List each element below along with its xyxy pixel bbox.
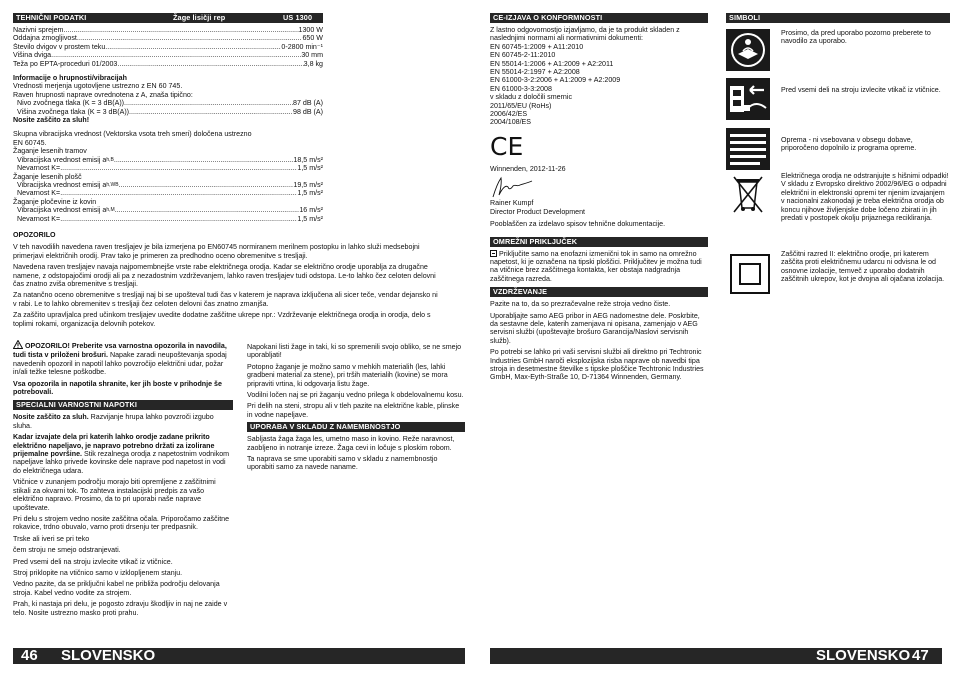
standard-item: EN 55014-2:1997 + A2:2008	[490, 68, 580, 77]
vibration-group-title: Žaganje lesenih tramov	[13, 147, 87, 156]
noise-row-leader	[129, 108, 293, 116]
symbol-class-ii	[726, 250, 950, 298]
vibration-row-subscript: h,B	[106, 156, 114, 163]
standards-list	[490, 43, 708, 127]
maintenance-paragraph: Uporabljajte samo AEG pribor in AEG nadomestne dele. Poskrbite, da sestavne dele, katerih zamenjava ni opisana, zamenjajo v AEG servisni službi (upoštevajte brošuro Garancija/Naslovi servisnih služb).	[490, 311, 700, 345]
symbols-header: SIMBOLI	[726, 13, 950, 23]
spec-row-label: Teža po EPTA-proceduri 01/2003	[13, 59, 118, 68]
spec-row-leader	[77, 34, 303, 42]
safety-item-hidden-wiring	[13, 433, 233, 475]
unplug-icon	[726, 78, 770, 120]
standard-item: EN 60745-1:2009 + A11:2010	[490, 42, 584, 51]
warning-triangle-icon	[13, 340, 23, 351]
vibration-group-title: Žaganje lesenih plošč	[13, 172, 82, 181]
ac-plug-icon	[490, 250, 497, 257]
general-warning-text: Napake zaradi neupoštevanja spodaj navedenih opozoril in napotil lahko povzročijo električni udar, požar in/ali težke telesne poškodbe.	[13, 351, 227, 377]
safety-paragraph: Pri delih na steni, stropu ali v tleh pazite na električne kable, plinske in vodne napeljave.	[247, 402, 460, 419]
safety-paragraph: Prah, ki nastaja pri delu, je pogosto zdravju škodljiv in naj ne zaide v telo. Nosite ustrezno masko proti prahu.	[13, 600, 228, 617]
safety-paragraph: Vtičnice v zunanjem področju morajo biti opremljene z zaščitnimi stikali za okvarni tok. To zahteva instalacijski predpis za vašo električno napravo. Prosimo, da to pri uporabi naše naprave upoštevate.	[13, 478, 216, 512]
tech-header-model: US 1300 XE	[283, 13, 313, 32]
left-footer	[13, 648, 465, 664]
vibration-row-value: 1,5 m/s²	[297, 164, 323, 173]
standard-item: v skladu z določili smernic	[490, 93, 573, 102]
noise-row	[13, 99, 323, 107]
vibration-row-label: Nevarnost K=	[17, 164, 61, 173]
noise-row-label: Višina zvočnega tlaka (K = 3 dB(A))	[17, 107, 130, 116]
vibration-list	[13, 147, 323, 223]
spec-row-leader	[105, 43, 281, 51]
standard-item: 2011/65/EU (RoHs)	[490, 101, 552, 110]
noise-intro-2: Raven hrupnosti naprave ovrednotena z A, znaša tipično:	[13, 90, 193, 99]
standard-item: 2006/42/ES	[490, 110, 528, 119]
vibration-row-leader	[119, 181, 294, 189]
vibration-row	[13, 164, 323, 172]
standard-item: EN 61000-3-3:2008	[490, 84, 552, 93]
spec-row	[13, 60, 323, 68]
safety-paragraph: Napokani listi žage in taki, ki so spremenili svojo obliko, se ne smejo uporabljati!	[247, 343, 462, 360]
standard-item: EN 60745-2-11:2010	[490, 51, 556, 60]
noise-row-leader	[124, 99, 293, 107]
vibration-row-subscript: h,WB	[106, 181, 119, 188]
spec-list	[13, 26, 323, 68]
language-label-left: SLOVENSKO	[61, 647, 156, 664]
vibration-row-value: 16 m/s²	[299, 206, 323, 215]
symbol-accessory	[726, 128, 950, 170]
safety-paragraph: Vedno pazite, da se priključni kabel ne približa področju delovanja stroja. Kabel vedno vodite za strojem.	[13, 580, 220, 597]
mains-text: Priključite samo na enofazni izmenični tok in samo na omrežno napetost, ki je označena na tipski ploščici. Priključitev je možna tudi na vtičnice brez zaščitnega kontakta, ker obstaja nadgradnja zaščitnega razreda.	[490, 249, 702, 283]
signature-icon	[490, 175, 708, 199]
vibration-row	[13, 215, 323, 223]
general-warning	[13, 340, 233, 377]
vibration-row	[13, 181, 323, 189]
spec-row-value: 30 mm	[301, 51, 323, 60]
vibration-row-label: Vibracijska vrednost emisij a	[17, 206, 107, 215]
usage-paragraph: Sabljasta žaga žaga les, umetno maso in kovino. Reže naravnost, zaobljeno in notranje izreze. Žaga cevi in ločuje s ploskim robom.	[247, 435, 455, 452]
noise-intro: Vrednosti merjenja ugotovljene ustrezno z EN 60 745.	[13, 82, 183, 91]
noise-list	[13, 99, 323, 116]
page-number-right: 47	[912, 647, 929, 664]
signer-role: Director Product Development	[490, 207, 586, 216]
vibration-row	[13, 156, 323, 164]
symbol-read-manual	[726, 29, 950, 71]
symbol-accessory-text: Oprema - ni vsebovana v obsegu dobave, priporočeno dopolnilo iz programa opreme.	[781, 136, 917, 153]
safety-item-hidden-wiring-bold: Kadar izvajate dela pri katerih lahko orodje zadane prikrito električno napeljavo, je napravo potrebno držati za izolirane prijemalne površine.	[13, 433, 215, 459]
ce-column	[490, 13, 708, 385]
ear-protection-note: Nosite zaščito za sluh!	[13, 116, 90, 125]
spec-row	[13, 51, 323, 59]
noise-title: Informacije o hrupnosti/vibracijah	[13, 74, 127, 83]
page-number-left: 46	[21, 647, 38, 664]
maintenance-paragraph: Pazite na to, da so prezračevalne reže stroja vedno čiste.	[490, 300, 671, 309]
mains-header: OMREŽNI PRIKLJUČEK	[490, 237, 708, 247]
symbol-weee-text: Električnega orodja ne odstranjujte s hišnimi odpadki! V skladu z Evropsko direktivo 2002/96/EG o odpadni električni in elektronski opremi ter njenim izvajanjem v nacionalni zakonodaji je treba električna orodja ob koncu njihove življenjske dobe ločeno zbirati in jih predati v postopek okolju prijaznega recikliranja.	[781, 172, 949, 223]
spec-row	[13, 34, 323, 42]
noise-row	[13, 108, 323, 116]
ce-header: CE-IZJAVA O KONFORMNOSTI	[490, 13, 708, 23]
standard-item: 2004/108/ES	[490, 118, 532, 127]
language-label-right: SLOVENSKO	[816, 647, 911, 664]
vibration-row-value: 18,5 m/s²	[293, 155, 323, 164]
warning-paragraph: Navedena raven tresljajev navaja najpomembnejše vrste rabe električnega orodja. Kadar se električno orodje uporablja za drugačne namene, z odstopajočimi orodji ali pa z nezadostnim vzdrževanjem, lahko raven tresljajev tudi odstopa. Le-to lahko čez celoten delovni čas znatno zviša obremenitve s tresljaji.	[13, 263, 436, 289]
spec-row-label: Oddajna zmogljivost	[13, 34, 77, 43]
vibration-row-label: Nevarnost K=	[17, 189, 61, 198]
spec-row-value: 0-2800 min⁻¹	[281, 42, 323, 51]
keep-instructions-note: Vsa opozorila in napotila shranite, ker jih boste v prihodnje še potrebovali.	[13, 379, 222, 397]
vibration-row-leader	[60, 189, 297, 197]
usage-header: UPORABA V SKLADU Z NAMEMBNOSTJO	[247, 422, 465, 432]
safety-paragraph: Vodilni ločen naj se pri žaganju vedno prilega k obdelovalnemu kosu.	[247, 391, 464, 400]
symbol-weee	[726, 172, 950, 222]
tech-data-column	[13, 13, 323, 223]
weee-bin-icon	[726, 172, 770, 214]
class-ii-icon	[726, 250, 774, 298]
symbol-read-manual-text: Prosimo, da pred uporabo pozorno preberete to navodilo za uporabo.	[781, 29, 931, 46]
vibration-row-label: Vibracijska vrednost emisij a	[17, 180, 107, 189]
vibration-group-title: Žaganje pločevine iz kovin	[13, 197, 97, 206]
maintenance-paragraphs	[490, 300, 708, 382]
vibration-intro: Skupna vibracijska vrednost (Vektorska vsota treh smeri) določena ustrezno EN 60745.	[13, 130, 252, 147]
vibration-row-value: 1,5 m/s²	[297, 189, 323, 198]
safety-paragraph: Potopno žaganje je možno samo v mehkih materialih (les, lahki gradbeni material za stene), pri trših materialih (kovine) se mora pripraviti vrtina, ki odgovarja listu žage.	[247, 362, 448, 388]
spec-row-value: 3,8 kg	[303, 59, 323, 68]
vibration-row-leader	[114, 156, 294, 164]
vibration-row-leader	[60, 215, 297, 223]
middle-paragraphs	[247, 343, 465, 419]
maintenance-header: VZDRŽEVANJE	[490, 287, 708, 297]
warning-title: OPOZORILO	[13, 231, 56, 239]
warning-paragraph: Za natančno oceno obremenitve s tresljaji naj bi se upošteval tudi čas v katerem je naprava izključena ali sicer teče, vendar dejansko ni v rabi. Le to lahko obremenitev s tresljaji čez celoten delovni čas znatno zmanjša.	[13, 291, 438, 308]
mains-text-block	[490, 250, 708, 284]
vibration-row-leader	[60, 164, 297, 172]
read-manual-icon	[726, 29, 770, 71]
spec-row	[13, 26, 323, 34]
vibration-row-label: Nevarnost K=	[17, 214, 61, 223]
warning-paragraphs	[13, 243, 438, 328]
tech-header-title: TEHNIČNI PODATKI	[16, 13, 87, 22]
standard-item: EN 61000-3-2:2006 + A1:2009 + A2:2009	[490, 76, 621, 85]
right-footer	[490, 648, 942, 664]
maintenance-paragraph: Po potrebi se lahko pri vaši servisni službi ali direktno pri Techtronic Industries GmbH naroči eksplozijska risba naprave ob navedbi tipa stroja in desetmestne številke s tipske ploščice Techtronic Industries GmbH, Max-Eyth-Straße 10, D-71364 Winnenden, Germany.	[490, 348, 704, 382]
warning-paragraph: V teh navodilih navedena raven tresljajev je bila izmerjena po EN60745 normiranem merilnem postopku in lahko služi medsebojni primerjavi električnih orodij. Prav tako je primeren za predhodno oceno obremenitve s tresljaji.	[13, 243, 420, 260]
warning-paragraph: Za zaščito upravljalca pred učinkom tresljajev uvedite dodatne zaščitne ukrepe npr.: Vzdrževanje električnega orodja in orodja, delo s toplimi rokami, organizacija delovnih potekov.	[13, 311, 431, 328]
symbol-class-ii-text: Zaščitni razred II: električno orodje, pri katerem zaščita proti električnemu udarcu ni odvisna le od osnovne izolacije, temveč z uporabo dodatnih zaščitnih ukrepov, kot je dvojna ali ojačana izolacija.	[781, 250, 945, 284]
spec-row-label: Nazivni sprejem	[13, 26, 64, 34]
spec-row-leader	[63, 26, 298, 34]
safety-paragraph: Pred vsemi deli na stroju izvlecite vtikač iz vtičnice.	[13, 557, 173, 566]
signer-authority: Pooblaščen za izdelavo spisov tehnične dokumentacije.	[490, 220, 666, 229]
vibration-row	[13, 189, 323, 197]
noise-row-value: 87 dB (A)	[293, 99, 323, 108]
spec-row-label: Število dvigov v prostem teku	[13, 42, 106, 51]
saw-blades-icon	[726, 128, 770, 170]
warning-section	[13, 231, 438, 331]
safety-paragraph: Pri delu s strojem vedno nosite zaščitna očala. Priporočamo zaščitne rokavice, trdno obuvalo, varno proti drsenju ter predpasnik.	[13, 514, 230, 532]
usage-paragraphs	[247, 435, 465, 472]
safety-paragraph: Trske ali iveri se pri teko	[13, 534, 90, 543]
vibration-row-subscript: h,M	[106, 207, 115, 214]
safety-column	[13, 340, 233, 620]
safety-item-hearing	[13, 413, 233, 430]
vibration-row-value: 1,5 m/s²	[297, 214, 323, 223]
vibration-row-value: 19,5 m/s²	[293, 180, 323, 189]
safety-item-hearing-text: Razvijanje hrupa lahko povzroči izgubo sluha.	[13, 413, 214, 430]
spec-row-value: 650 W	[302, 34, 323, 43]
signer-name: Rainer Kumpf	[490, 199, 534, 208]
spec-row-label: Višina dviga	[13, 51, 52, 60]
ce-text: Z lastno odgovornostjo izjavljamo, da je ta produkt skladen z naslednjimi normami ali normativnimi dokumenti:	[490, 26, 680, 43]
spec-row-leader	[51, 51, 301, 59]
spec-row-leader	[117, 60, 303, 68]
safety-item-hearing-bold: Nosite zaščito za sluh.	[13, 413, 89, 422]
place-date: Winnenden, 2012-11-26	[490, 164, 566, 173]
safety-paragraphs	[13, 478, 233, 617]
spec-row	[13, 43, 323, 51]
general-warning-bold: OPOZORILO! Preberite vsa varnostna opozorila in navodila, tudi tista v priloženi brošuri.	[13, 342, 227, 360]
tech-header-product: Žage lisičji rep	[173, 13, 226, 22]
special-safety-header: SPECIALNI VARNOSTNI NAPOTKI	[13, 400, 233, 410]
standard-item: EN 55014-1:2006 + A1:2009 + A2:2011	[490, 59, 614, 68]
symbol-unplug-text: Pred vsemi deli na stroju izvlecite vtikač iz vtičnice.	[781, 86, 941, 94]
noise-row-value: 98 dB (A)	[293, 107, 323, 116]
spec-row-value: 1300 W	[298, 26, 323, 34]
vibration-row-label: Vibracijska vrednost emisij a	[17, 155, 107, 164]
safety-paragraph: čem stroju ne smejo odstranjevati.	[13, 546, 121, 555]
safety-paragraph: Stroj priklopite na vtičnico samo v izklopljenem stanju.	[13, 568, 183, 577]
usage-paragraph: Ta naprava se sme uporabiti samo v skladu z namembnostjo uporabiti samo za navede naname.	[247, 455, 438, 472]
ce-mark-icon: CE	[490, 131, 524, 161]
symbols-header-col	[726, 13, 950, 26]
middle-column	[247, 343, 465, 475]
safety-item-hidden-wiring-text: Stik rezalnega orodja z napetostnim vodnikom napeljave lahko privede kovinske dele naprave pod napetost in vodi do električnega udara.	[13, 450, 230, 475]
vibration-row	[13, 206, 323, 214]
symbol-unplug	[726, 78, 950, 120]
vibration-row-leader	[115, 206, 300, 214]
noise-row-label: Nivo zvočnega tlaka (K = 3 dB(A))	[17, 99, 125, 108]
